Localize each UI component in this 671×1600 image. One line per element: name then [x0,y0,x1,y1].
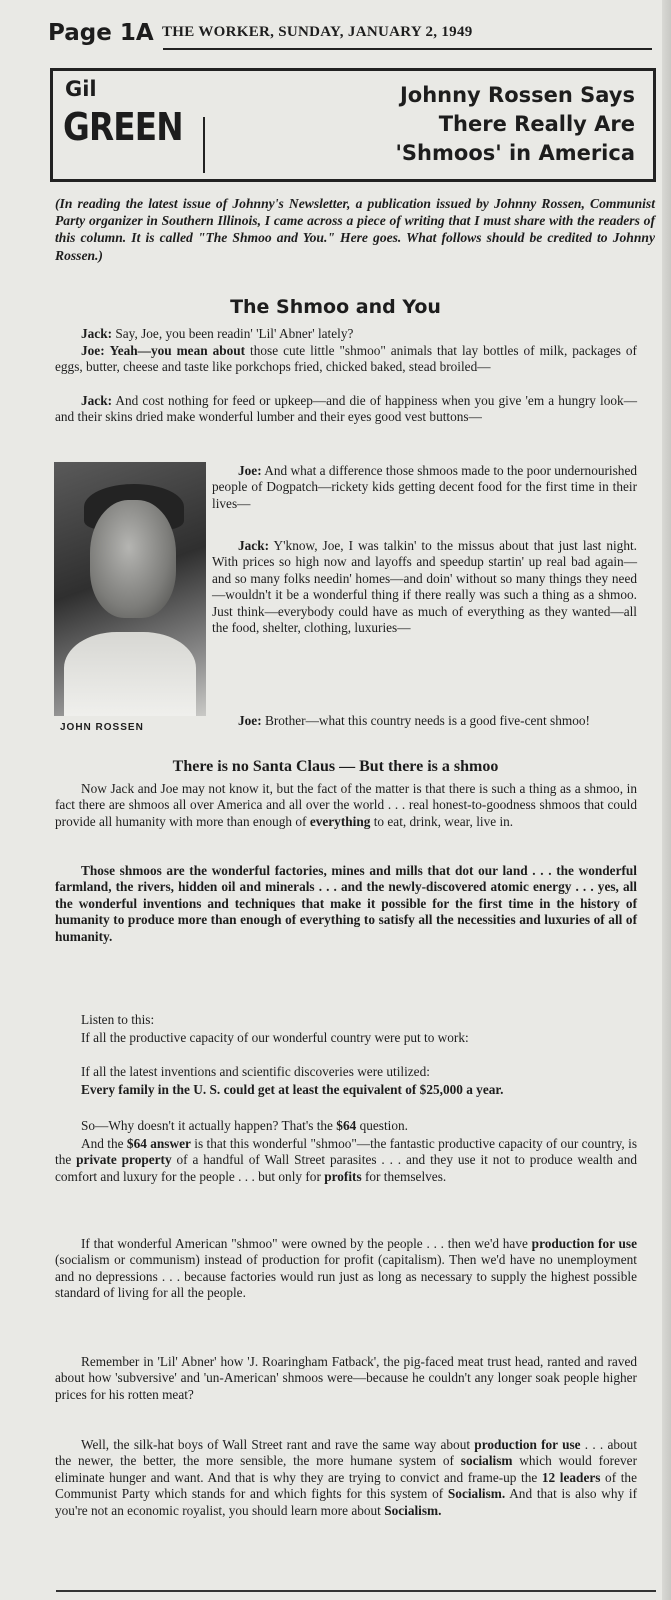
body-paragraph [55,1437,637,1519]
bottom-rule [56,1590,656,1592]
body-text-bold: production for use [474,1437,581,1452]
body-text: Well, the silk-hat boys of Wall Street rant and rave the same way about [81,1437,471,1452]
photo-caption: JOHN ROSSEN [60,722,144,733]
body-text: is that this wonderful "shmoo"—the fantastic productive capacity of our country, is the [55,1136,637,1168]
speaker-name: Jack: [81,326,113,341]
page-number: Page 1A [48,20,154,46]
body-text-bold: production for use [531,1236,637,1251]
columnist-first-name: Gil [65,77,97,101]
photo-face [90,500,176,618]
body-text-bold: everything [309,813,371,829]
body-text: Now Jack and Joe may not know it, but the fact of the matter is that there is such a thing as a shmoo, in fact there are shmoos all over America and all over the world . . . real honest-to-goodness shmoos that could provide all humanity with more than enough of [55,781,637,829]
dialogue-text: those cute little "shmoo" animals that lay bottles of milk, packages of eggs, butter, cheese and taste like porkchops fried, chicked baked, stead broiled— [55,343,637,375]
dialogue-line [55,393,637,426]
dialogue-text: Say, Joe, you been readin' 'Lil' Abner' lately? [115,326,354,341]
speaker-name: Jack: [81,393,113,408]
body-text-bold: profits [324,1168,362,1184]
speaker-name: Joe: [238,463,262,478]
body-text: And the [81,1136,124,1151]
page-edge [662,0,671,1600]
headline-line-3: 'Shmoos' in America [395,141,635,165]
body-paragraph: If all the latest inventions and scientific discoveries were utilized: [81,1064,430,1079]
section-subhead: There is no Santa Claus — But there is a shmoo [172,758,499,775]
page-header [30,14,660,54]
body-text: If that wonderful American "shmoo" were owned by the people . . . then we'd have [81,1236,528,1251]
newspaper-dateline: THE WORKER, SUNDAY, JANUARY 2, 1949 [162,24,473,40]
body-text-bold: socialism [460,1453,513,1469]
dialogue-line [212,538,637,636]
body-paragraph: If all the productive capacity of our wonderful country were put to work: [81,1030,469,1045]
body-paragraph-bold: Those shmoos are the wonderful factories, mines and mills that dot our land . . . the wonderful farmland, the rivers, hidden oil and minerals . . . and the newly-discovered atomic energy . . . yes, all the wonderful inventions and techniques that make it possible for the first time in the history of humanity to produce more than enough of everything to satisfy all the necessities and luxuries of all of humanity. [55,863,637,944]
dialogue-text: And cost nothing for feed or upkeep—and die of happiness when you give 'em a hungry look—and their skins dried make wonderful lumber and their eyes good vest buttons— [55,393,637,425]
body-text: (socialism or communism) instead of production for profit (capitalism). Then we'd have no unemployment and no depressions . . . because factories would run just as long as necessary to supply the highest possible standard of living for all the people. [55,1252,637,1301]
body-text-bold: $64 [336,1118,357,1133]
dialogue-text: Y'know, Joe, I was talkin' to the missus about that just last night. With prices so high now and layoffs and speedup startin' up real bad again—and so many folks needin' homes—and doin' without so many things they need—wouldn't it be a wonderful thing if there really was such a thing as a shmoo. Just think—everybody could have as much of everything as they wanted—all the food, shelter, clothing, luxuries— [212,538,637,636]
body-text: And that is also why if you're not an economic royalist, you should learn more about [55,1486,638,1518]
body-paragraph [55,1236,637,1302]
body-text: of the Communist Party which stands for and which fights for this system of [55,1469,637,1502]
body-text-bold: $64 answer [126,1136,191,1151]
headline-line-2: There Really Are [438,112,635,136]
header-rule [163,48,652,50]
body-text-bold: private property [76,1152,172,1168]
column-header-box [50,68,656,182]
dialogue-line [212,463,637,512]
speaker-name: Joe: [81,343,105,358]
body-text: for themselves. [364,1168,447,1184]
body-paragraph: Listen to this: [81,1012,155,1027]
dialogue-line [55,326,637,342]
headline-line-1: Johnny Rossen Says [399,83,635,107]
dialogue-text: Brother—what this country needs is a good five-cent shmoo! [264,713,590,728]
body-paragraph [55,1118,637,1134]
header-divider [203,117,205,173]
body-text: . . . about the newer, the better, the more sensible, the more humane system of [55,1437,638,1469]
columnist-last-name: GREEN [63,105,183,149]
body-paragraph-bold: Every family in the U. S. could get at least the equivalent of $25,000 a year. [81,1082,504,1097]
intro-note: (In reading the latest issue of Johnny's Newsletter, a publication issued by Johnny Rossen, Communist Party organizer in Southern Illinois, I came across a piece of writing that I must share with the readers of this column. It is called "The Shmoo and You." Here goes. What follows should be credited to Johnny Rossen.) [55,196,655,263]
body-text: which would forever eliminate hunger and want. And that is why they are trying to convict and frame-up the [55,1453,637,1485]
body-text: So—Why doesn't it actually happen? That's the [81,1118,333,1133]
section-title: The Shmoo and You [230,296,441,318]
article-headline [396,81,636,168]
body-paragraph [55,781,637,830]
dialogue-line [55,343,637,376]
dialogue-text-bold: Yeah—you mean about [109,343,246,358]
body-text: question. [359,1118,408,1133]
dialogue-line [212,713,637,729]
speaker-name: Jack: [238,538,270,553]
photo-collar [64,632,196,716]
dialogue-text: And what a difference those shmoos made to the poor undernourished people of Dogpatch—rickety kids getting decent food for the first time in their lives— [212,463,638,511]
speaker-name: Joe: [238,713,262,728]
body-paragraph: Remember in 'Lil' Abner' how 'J. Roaringham Fatback', the pig-faced meat trust head, ranted and raved about how 'subversive' and 'un-American' shmoos were—because he couldn't any longer soak people higher prices for his rotten meat? [55,1354,637,1402]
body-text: of a handful of Wall Street parasites . . . and they use it not to produce wealth and comfort and luxury for the people . . . but only for [55,1152,638,1184]
body-text-bold: Socialism. [384,1502,442,1518]
body-text: to eat, drink, wear, live in. [373,813,514,829]
body-paragraph [55,1136,637,1185]
body-text-bold: Socialism. [447,1486,506,1502]
portrait-photo [54,462,206,716]
body-text-bold: 12 leaders [541,1469,601,1485]
